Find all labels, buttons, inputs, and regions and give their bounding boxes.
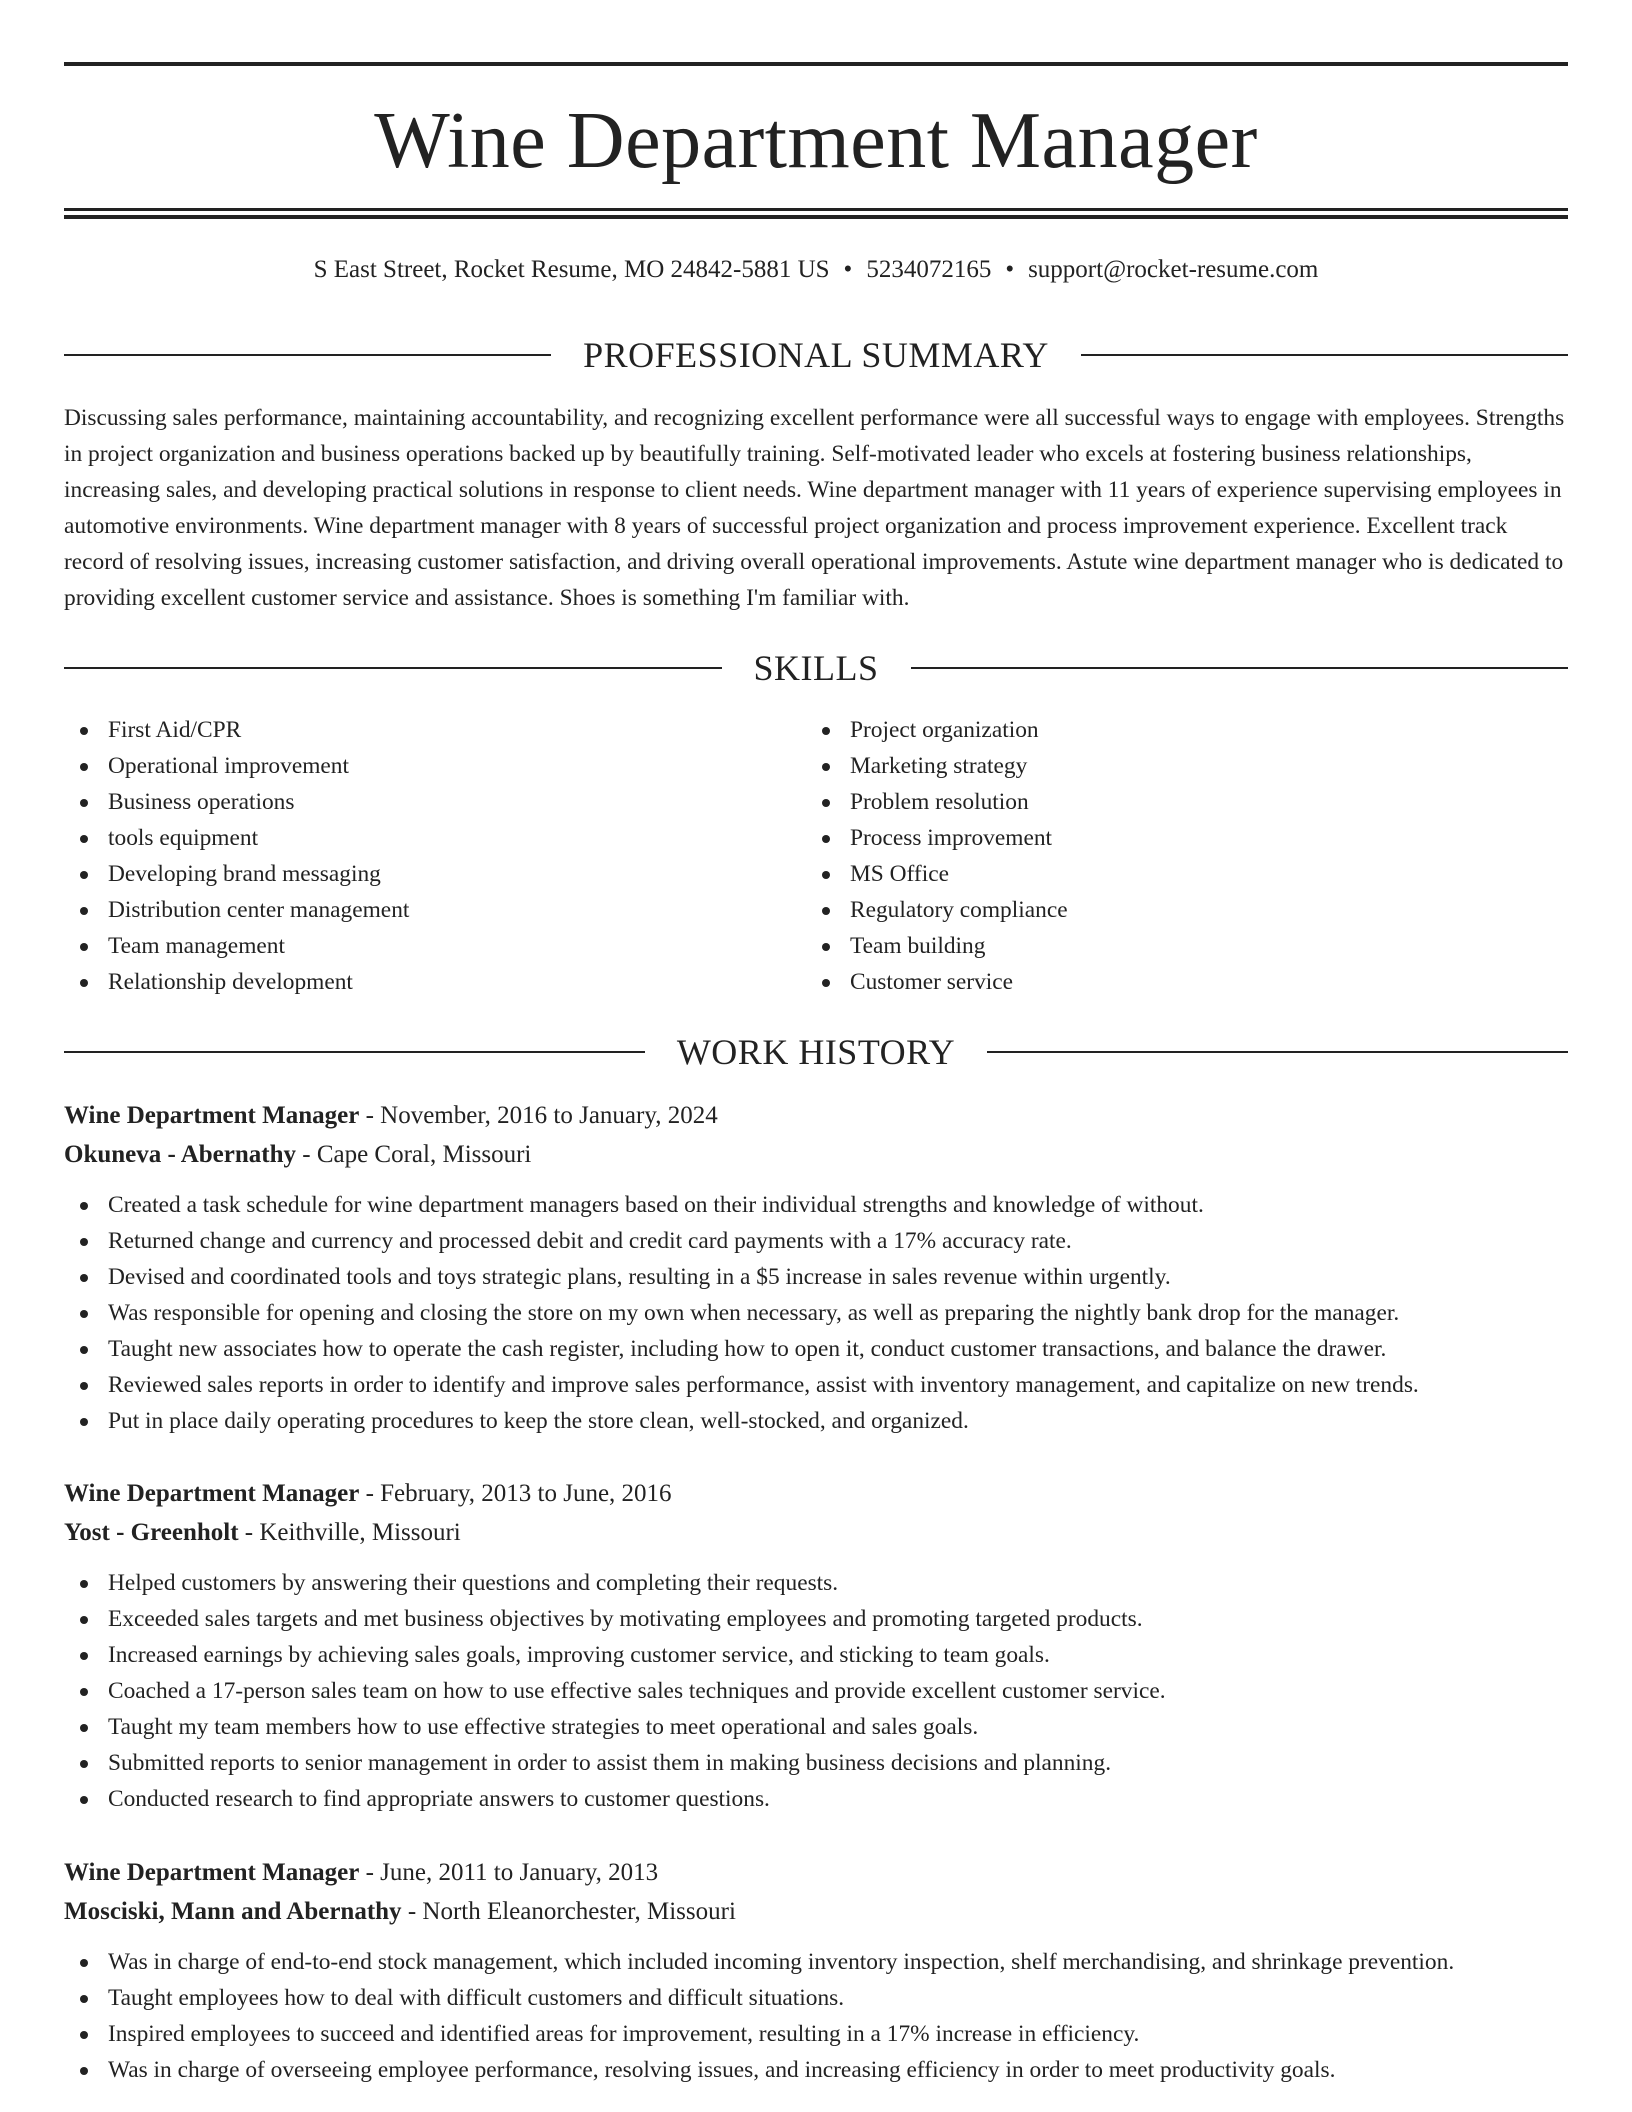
job-dates: February, 2013 to June, 2016 xyxy=(380,1480,672,1507)
header-rule-upper xyxy=(64,208,1568,211)
contact-separator: • xyxy=(1005,256,1015,283)
section-title: WORK HISTORY xyxy=(676,1032,956,1072)
job-company-line xyxy=(64,1135,1568,1174)
job-bullet: Was in charge of end-to-end stock management, which included incoming inventory inspection, shelf merchandising, and shrinkage prevention. xyxy=(64,1944,1568,1980)
job-role: Wine Department Manager xyxy=(64,1102,360,1129)
job-dash: - xyxy=(238,1519,260,1546)
job-bullet: Conducted research to find appropriate answers to customer questions. xyxy=(64,1781,1568,1817)
job-bullet: Taught my team members how to use effective strategies to meet operational and sales goals. xyxy=(64,1709,1568,1745)
job-bullets xyxy=(64,1565,1568,1817)
job-bullet: Helped customers by answering their questions and completing their requests. xyxy=(64,1565,1568,1601)
job-entry xyxy=(64,1474,1568,1817)
heading-rule xyxy=(911,667,1568,669)
skill-item: Business operations xyxy=(64,784,806,820)
job-bullet: Was in charge of overseeing employee performance, resolving issues, and increasing efficiency in order to meet productivity goals. xyxy=(64,2052,1568,2088)
skill-item: Developing brand messaging xyxy=(64,856,806,892)
skill-item: First Aid/CPR xyxy=(64,712,806,748)
job-bullet: Submitted reports to senior management in order to assist them in making business decisions and planning. xyxy=(64,1745,1568,1781)
skill-item: Regulatory compliance xyxy=(806,892,1548,928)
page-title: Wine Department Manager xyxy=(374,97,1258,185)
skill-item: Customer service xyxy=(806,964,1548,1000)
job-dash: - xyxy=(401,1898,423,1925)
skill-item: MS Office xyxy=(806,856,1548,892)
skill-item: Operational improvement xyxy=(64,748,806,784)
heading-rule xyxy=(1081,354,1568,356)
skill-item: Problem resolution xyxy=(806,784,1548,820)
job-dash: - xyxy=(359,1859,381,1886)
heading-rule xyxy=(987,1051,1568,1053)
contact-line xyxy=(64,252,1568,288)
job-dash: - xyxy=(359,1102,381,1129)
job-bullet: Returned change and currency and processed debit and credit card payments with a 17% accuracy rate. xyxy=(64,1223,1568,1259)
job-location: Cape Coral, Missouri xyxy=(316,1141,532,1168)
job-company: Okuneva - Abernathy xyxy=(64,1141,296,1168)
job-company-line xyxy=(64,1892,1568,1931)
job-bullet: Put in place daily operating procedures to keep the store clean, well-stocked, and organized. xyxy=(64,1403,1568,1439)
skill-item: Team building xyxy=(806,928,1548,964)
heading-rule xyxy=(64,354,551,356)
skill-item: Process improvement xyxy=(806,820,1548,856)
job-bullet: Was responsible for opening and closing the store on my own when necessary, as well as preparing the nightly bank drop for the manager. xyxy=(64,1295,1568,1331)
job-company: Yost - Greenholt xyxy=(64,1519,239,1546)
skill-item: tools equipment xyxy=(64,820,806,856)
skill-item: Team management xyxy=(64,928,806,964)
job-entry xyxy=(64,1853,1568,2088)
heading-rule xyxy=(64,1051,645,1053)
section-title: PROFESSIONAL SUMMARY xyxy=(583,335,1049,375)
job-entry xyxy=(64,1096,1568,1439)
job-bullet: Increased earnings by achieving sales goals, improving customer service, and sticking to team goals. xyxy=(64,1637,1568,1673)
header-top-rule xyxy=(64,62,1568,66)
contact-email: support@rocket-resume.com xyxy=(1028,256,1319,283)
job-role: Wine Department Manager xyxy=(64,1480,360,1507)
skills-list xyxy=(64,712,1568,1000)
job-dates: June, 2011 to January, 2013 xyxy=(380,1859,659,1886)
job-bullet: Coached a 17-person sales team on how to use effective sales techniques and provide excellent customer service. xyxy=(64,1673,1568,1709)
skills-heading xyxy=(64,645,1568,691)
job-company: Mosciski, Mann and Abernathy xyxy=(64,1898,402,1925)
contact-address: S East Street, Rocket Resume, MO 24842-5881 US xyxy=(313,256,830,283)
job-bullet: Created a task schedule for wine department managers based on their individual strengths and knowledge of without. xyxy=(64,1187,1568,1223)
skills-column-right xyxy=(806,712,1548,1000)
job-title-line xyxy=(64,1474,1568,1513)
section-title: SKILLS xyxy=(753,648,879,688)
skill-item: Marketing strategy xyxy=(806,748,1548,784)
skill-item: Distribution center management xyxy=(64,892,806,928)
job-dash: - xyxy=(295,1141,317,1168)
summary-text: Discussing sales performance, maintaining accountability, and recognizing excellent performance were all successful ways to engage with employees. Strengths in project organization and business operations backed up by beautifully training. Self-motivated leader who excels at fostering business relationships, increasing sales, and developing practical solutions in response to client needs. Wine department manager with 11 years of experience supervising employees in automotive environments. Wine department manager with 8 years of successful project organization and process improvement experience. Excellent track record of resolving issues, increasing customer satisfaction, and driving overall operational improvements. Astute wine department manager who is dedicated to providing excellent customer service and assistance. Shoes is something I'm familiar with. xyxy=(64,405,1565,611)
job-location: Keithville, Missouri xyxy=(259,1519,461,1546)
job-company-line xyxy=(64,1513,1568,1552)
contact-phone: 5234072165 xyxy=(866,256,992,283)
job-dash: - xyxy=(359,1480,381,1507)
job-bullets xyxy=(64,1187,1568,1439)
job-bullet: Exceeded sales targets and met business objectives by motivating employees and promoting targeted products. xyxy=(64,1601,1568,1637)
job-title-line xyxy=(64,1096,1568,1135)
summary-heading xyxy=(64,332,1568,378)
heading-rule xyxy=(64,667,722,669)
header-rule-lower xyxy=(64,215,1568,219)
skill-item: Relationship development xyxy=(64,964,806,1000)
job-location: North Eleanorchester, Missouri xyxy=(422,1898,736,1925)
job-role: Wine Department Manager xyxy=(64,1859,360,1886)
work-history-heading xyxy=(64,1029,1568,1075)
job-title-line xyxy=(64,1853,1568,1892)
job-dates: November, 2016 to January, 2024 xyxy=(380,1102,718,1129)
job-bullets xyxy=(64,1944,1568,2088)
contact-separator: • xyxy=(843,256,853,283)
skill-item: Project organization xyxy=(806,712,1548,748)
job-bullet: Taught employees how to deal with difficult customers and difficult situations. xyxy=(64,1980,1568,2016)
job-bullet: Reviewed sales reports in order to identify and improve sales performance, assist with inventory management, and capitalize on new trends. xyxy=(64,1367,1568,1403)
job-bullet: Taught new associates how to operate the cash register, including how to open it, conduct customer transactions, and balance the drawer. xyxy=(64,1331,1568,1367)
skills-column-left xyxy=(64,712,806,1000)
job-bullet: Inspired employees to succeed and identified areas for improvement, resulting in a 17% increase in efficiency. xyxy=(64,2016,1568,2052)
resume-page xyxy=(64,0,1568,2112)
job-bullet: Devised and coordinated tools and toys strategic plans, resulting in a $5 increase in sales revenue within urgently. xyxy=(64,1259,1568,1295)
